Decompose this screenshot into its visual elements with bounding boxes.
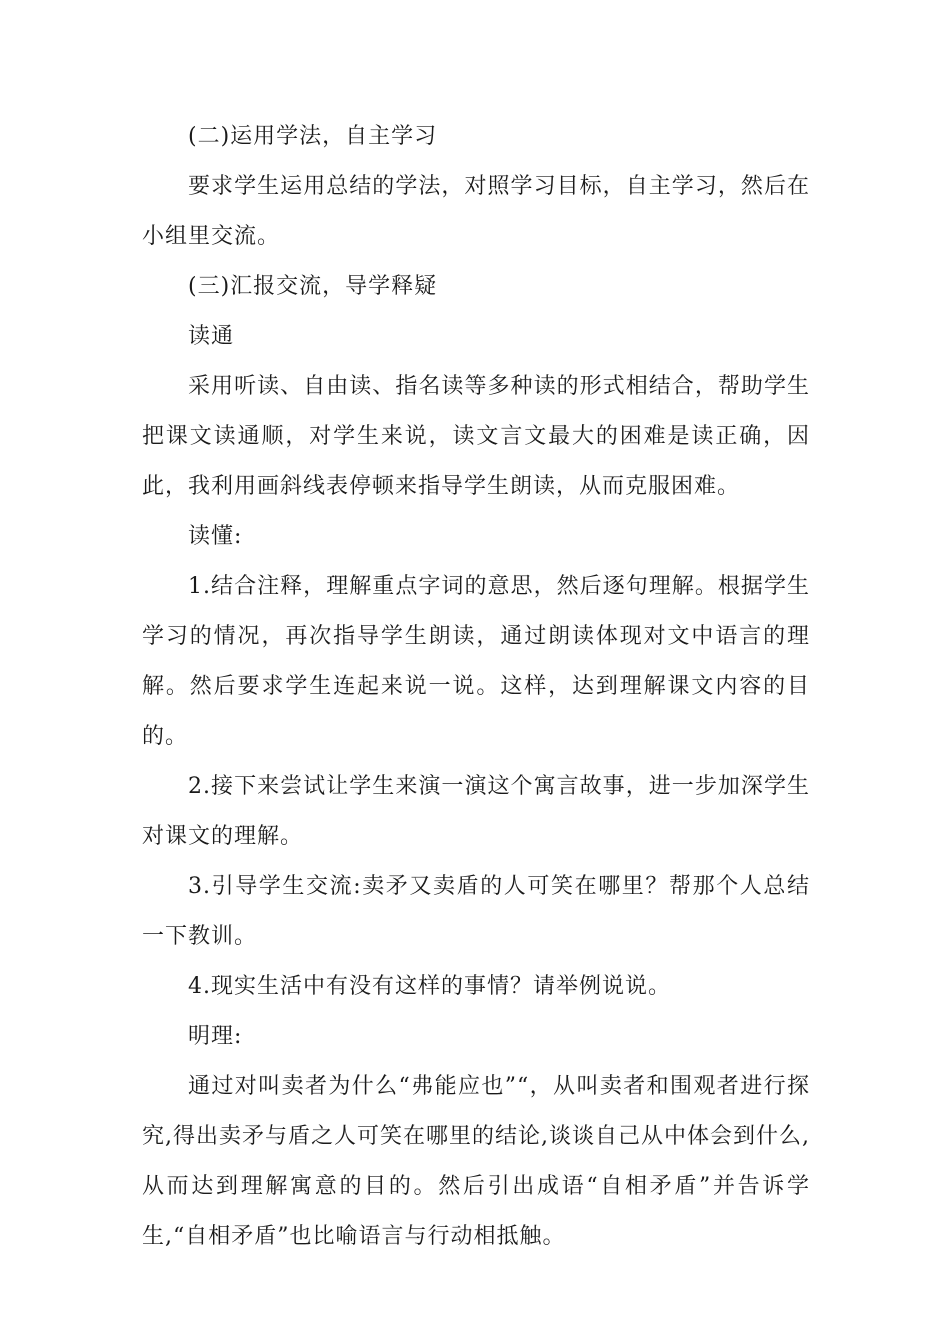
subheading-read-through: 读通: [188, 324, 235, 349]
list-item-1: 1.结合注释，理解重点字词的意思，然后逐句理解。根据学生学习的情况，再次指导学生朗读，通过朗读体现对文中语言的理解。然后要求学生连起来说一说。这样，达到理解课文内容的目的。: [142, 574, 810, 749]
list-item-2: 2.接下来尝试让学生来演一演这个寓言故事，进一步加深学生对课文的理解。: [142, 774, 810, 849]
document-body: [142, 112, 810, 1262]
paragraph-self-study: 要求学生运用总结的学法，对照学习目标，自主学习，然后在小组里交流。: [142, 174, 810, 249]
subheading-moral: 明理:: [188, 1024, 243, 1049]
paragraph-moral-explanation: 通过对叫卖者为什么“弗能应也”“，从叫卖者和围观者进行探究,得出卖矛与盾之人可笑在哪里的结论,谈谈自己从中体会到什么,从而达到理解寓意的目的。然后引出成语“自相矛盾”并告诉学生,“自相矛盾”也比喻语言与行动相抵触。: [142, 1074, 810, 1249]
section-heading-apply-method: (二)运用学法，自主学习: [188, 124, 438, 149]
paragraph-reading-methods: 采用听读、自由读、指名读等多种读的形式相结合，帮助学生把课文读通顺，对学生来说，读文言文最大的困难是读正确，因此，我利用画斜线表停顿来指导学生朗读，从而克服困难。: [142, 374, 810, 499]
list-item-4: 4.现实生活中有没有这样的事情？请举例说说。: [188, 974, 671, 999]
section-heading-report-exchange: (三)汇报交流，导学释疑: [188, 274, 438, 299]
subheading-understand: 读懂:: [188, 524, 243, 549]
list-item-3: 3.引导学生交流:卖矛又卖盾的人可笑在哪里？帮那个人总结一下教训。: [142, 874, 810, 949]
